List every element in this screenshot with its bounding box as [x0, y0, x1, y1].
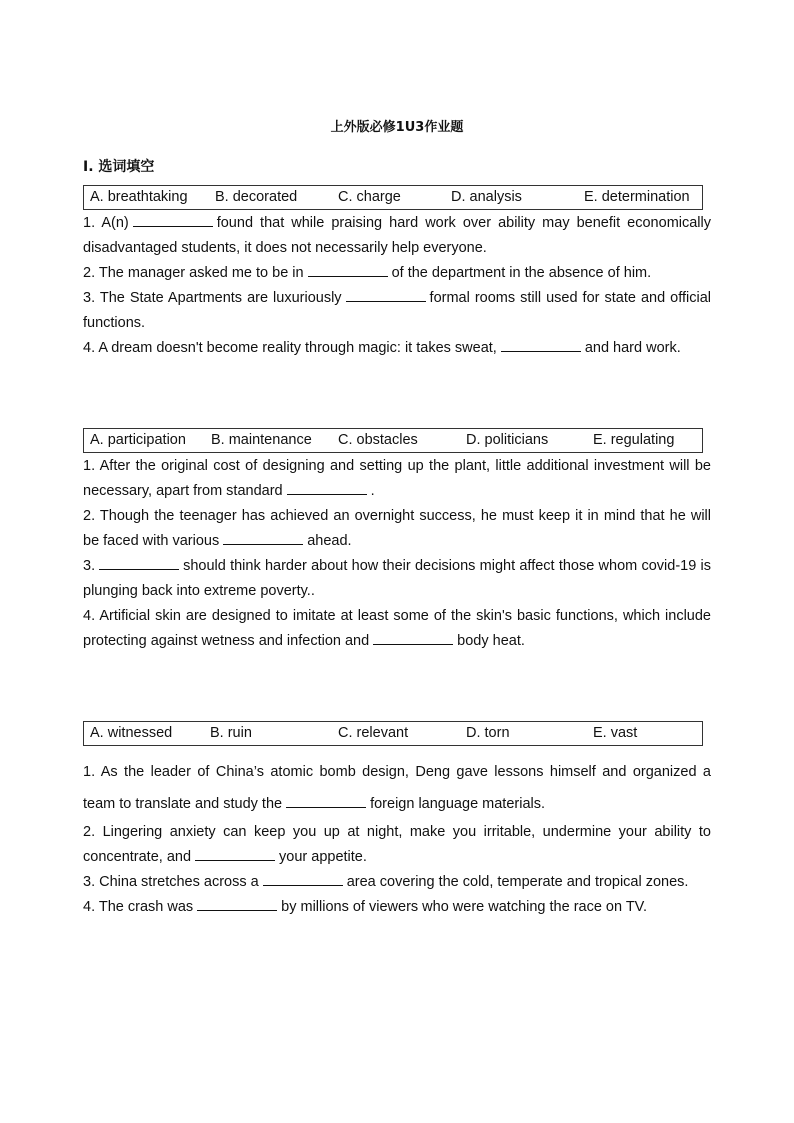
word-bank-3	[83, 721, 703, 746]
answer-blank[interactable]	[373, 631, 453, 645]
question-item: 3. should think harder about how their decisions might affect those whom covid-19 is plunging back into extreme poverty..	[83, 558, 711, 599]
answer-blank[interactable]	[223, 531, 303, 545]
question-item: 3. The State Apartments are luxuriously formal rooms still used for state and official functions.	[83, 290, 711, 331]
word-option: A. witnessed	[90, 725, 173, 741]
word-bank-1	[83, 185, 703, 210]
word-option: C. obstacles	[338, 432, 418, 448]
word-option: A. participation	[90, 432, 186, 448]
question-item: 4. The crash was by millions of viewers who were watching the race on TV.	[83, 899, 648, 915]
word-option: D. analysis	[451, 189, 522, 205]
word-option: C. relevant	[338, 725, 409, 741]
word-option: B. decorated	[215, 189, 298, 205]
word-option: B. maintenance	[211, 432, 312, 448]
answer-blank[interactable]	[195, 847, 275, 861]
answer-blank[interactable]	[197, 897, 277, 911]
question-item: 4. Artificial skin are designed to imitate at least some of the skin's basic functions, which include protecting against wetness and infection and body heat.	[83, 608, 711, 649]
question-item: 1. As the leader of China’s atomic bomb design, Deng gave lessons himself and organized a team to translate and study the foreign language materials.	[83, 764, 711, 812]
question-item: 2. Though the teenager has achieved an overnight success, he must keep it in mind that he will be faced with various ahead.	[83, 508, 711, 549]
question-list-2	[83, 454, 711, 654]
word-option: E. vast	[593, 725, 638, 741]
word-option: B. ruin	[210, 725, 252, 741]
question-list-3	[83, 756, 711, 920]
word-option: E. regulating	[593, 432, 675, 448]
question-item: 2. The manager asked me to be in of the department in the absence of him.	[83, 265, 652, 281]
answer-blank[interactable]	[346, 288, 426, 302]
answer-blank[interactable]	[287, 481, 367, 495]
question-item: 1. After the original cost of designing and setting up the plant, little additional investment will be necessary, apart from standard .	[83, 458, 711, 499]
question-item: 4. A dream doesn't become reality through magic: it takes sweat, and hard work.	[83, 340, 681, 356]
answer-blank[interactable]	[263, 872, 343, 886]
question-item: 1. A(n) found that while praising hard work over ability may benefit economically disadvantaged students, it does not necessarily help everyone.	[83, 215, 711, 256]
answer-blank[interactable]	[308, 263, 388, 277]
question-item: 2. Lingering anxiety can keep you up at night, make you irritable, undermine your ability to concentrate, and your appetite.	[83, 824, 711, 865]
word-option: C. charge	[338, 189, 401, 205]
answer-blank[interactable]	[286, 794, 366, 808]
word-option: D. politicians	[466, 432, 549, 448]
section-heading: I. 选词填空	[83, 159, 155, 175]
answer-blank[interactable]	[99, 556, 179, 570]
word-option: E. determination	[584, 189, 690, 205]
word-option: A. breathtaking	[90, 189, 188, 205]
word-bank-2	[83, 428, 703, 453]
question-list-1	[83, 211, 711, 361]
answer-blank[interactable]	[501, 338, 581, 352]
answer-blank[interactable]	[133, 213, 213, 227]
page-title: 上外版必修1U3作业题	[330, 120, 464, 135]
word-option: D. torn	[466, 725, 510, 741]
question-item: 3. China stretches across a area covering the cold, temperate and tropical zones.	[83, 874, 689, 890]
